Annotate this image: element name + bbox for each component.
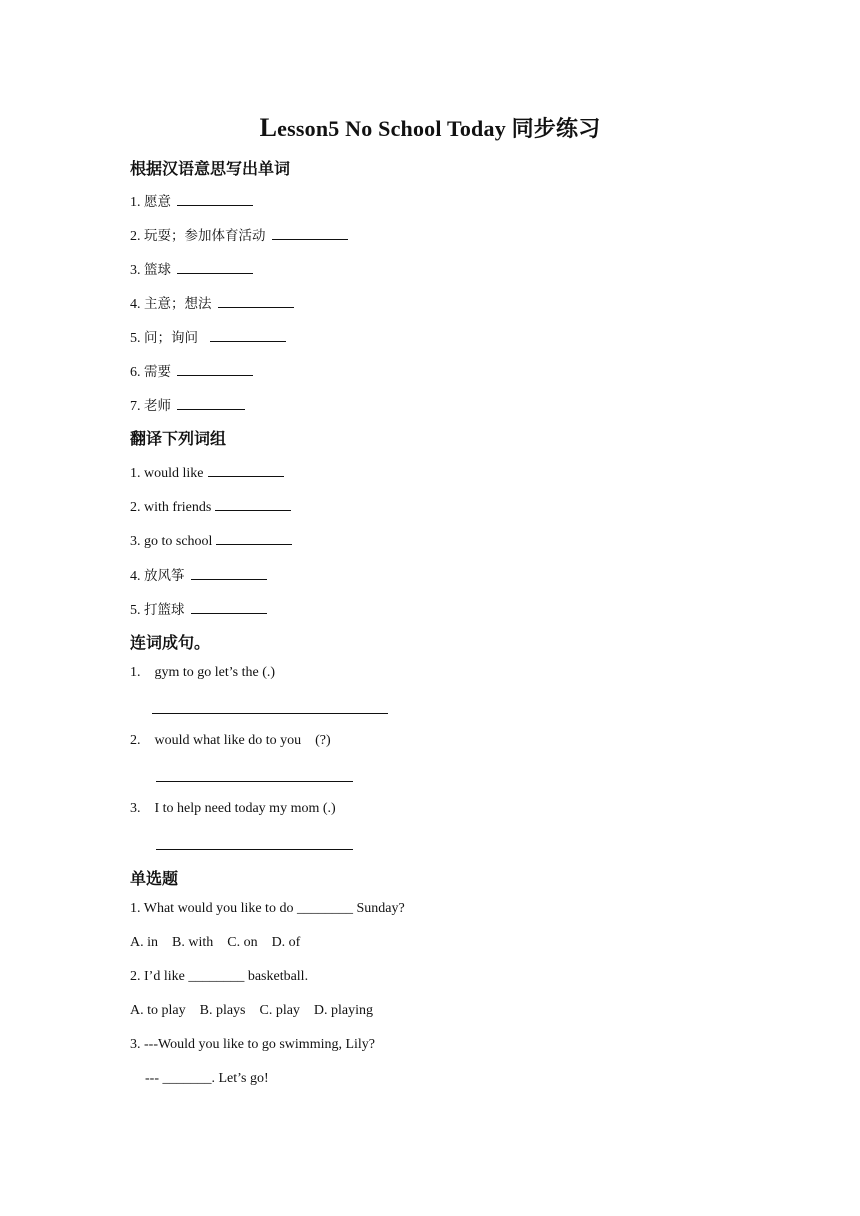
list-item	[130, 394, 245, 415]
page-title: Lesson5 No School Today 同步练习	[259, 113, 601, 142]
item-text: 玩耍；参加体育活动	[144, 228, 266, 244]
question-options: A. to play B. plays C. play D. playing	[130, 1003, 374, 1018]
list-item	[130, 190, 253, 211]
answer-blank[interactable]	[216, 530, 292, 545]
item-number: 6.	[130, 365, 141, 380]
item-number: 2.	[130, 500, 141, 515]
section-heading-multiple-choice: 单选题	[130, 869, 179, 888]
answer-blank[interactable]	[177, 361, 253, 376]
list-item	[130, 496, 291, 516]
question-text: 1. What would you like to do ________ Sunday?	[130, 901, 405, 916]
question-text: 3. ---Would you like to go swimming, Lily?	[130, 1037, 376, 1052]
item-number: 4.	[130, 297, 141, 312]
question-options: A. in B. with C. on D. of	[130, 935, 301, 950]
answer-blank[interactable]	[191, 599, 267, 614]
item-number: 5.	[130, 603, 141, 618]
list-item	[130, 224, 348, 245]
question-text: 2. I’d like ________ basketball.	[130, 969, 309, 984]
answer-blank[interactable]	[156, 849, 353, 850]
answer-blank[interactable]	[191, 565, 267, 580]
item-number: 2.	[130, 733, 141, 748]
item-number: 2.	[130, 229, 141, 244]
list-item	[130, 801, 336, 817]
item-number: 3.	[130, 534, 141, 549]
answer-blank[interactable]	[177, 191, 253, 206]
item-text: 愿意	[144, 194, 171, 210]
item-number: 3.	[130, 801, 141, 816]
answer-blank[interactable]	[272, 225, 348, 240]
list-item	[130, 564, 267, 585]
answer-blank[interactable]	[218, 293, 294, 308]
answer-blank[interactable]	[208, 462, 284, 477]
section-heading-word-writing: 根据汉语意思写出单词	[130, 159, 291, 178]
item-text: 打篮球	[144, 602, 185, 618]
item-text: I to help need today my mom (.)	[154, 801, 336, 816]
item-number: 5.	[130, 331, 141, 346]
item-text: 主意；想法	[144, 296, 212, 312]
section-heading-sentence-building: 连词成句。	[130, 633, 211, 652]
answer-blank[interactable]	[177, 259, 253, 274]
answer-blank[interactable]	[210, 327, 286, 342]
item-text: 老师	[144, 398, 171, 414]
item-text: 问；询问	[144, 330, 198, 346]
list-item	[130, 530, 292, 550]
item-number: 1.	[130, 665, 141, 680]
answer-blank[interactable]	[177, 395, 245, 410]
list-item	[130, 292, 294, 313]
item-text: 篮球	[144, 262, 171, 278]
item-text: go to school	[144, 534, 213, 549]
list-item	[130, 360, 253, 381]
item-text: would what like do to you (?)	[154, 733, 331, 748]
item-number: 3.	[130, 263, 141, 278]
list-item	[130, 665, 275, 681]
item-number: 7.	[130, 399, 141, 414]
item-number: 1.	[130, 195, 141, 210]
item-text: would like	[144, 466, 204, 481]
item-number: 1.	[130, 466, 141, 481]
answer-blank[interactable]	[215, 496, 291, 511]
list-item	[130, 598, 267, 619]
answer-blank[interactable]	[152, 713, 388, 714]
item-number: 4.	[130, 569, 141, 584]
question-reply: --- _______. Let’s go!	[145, 1071, 269, 1086]
item-text: 需要	[144, 364, 171, 380]
list-item	[130, 733, 331, 749]
list-item	[130, 258, 253, 279]
list-item	[130, 326, 286, 347]
item-text: 放风筝	[144, 568, 185, 584]
section-heading-phrase-translation: 翻译下列词组	[130, 429, 227, 448]
item-text: with friends	[144, 500, 212, 515]
item-text: gym to go let’s the (.)	[154, 665, 276, 680]
answer-blank[interactable]	[156, 781, 353, 782]
list-item	[130, 462, 284, 482]
